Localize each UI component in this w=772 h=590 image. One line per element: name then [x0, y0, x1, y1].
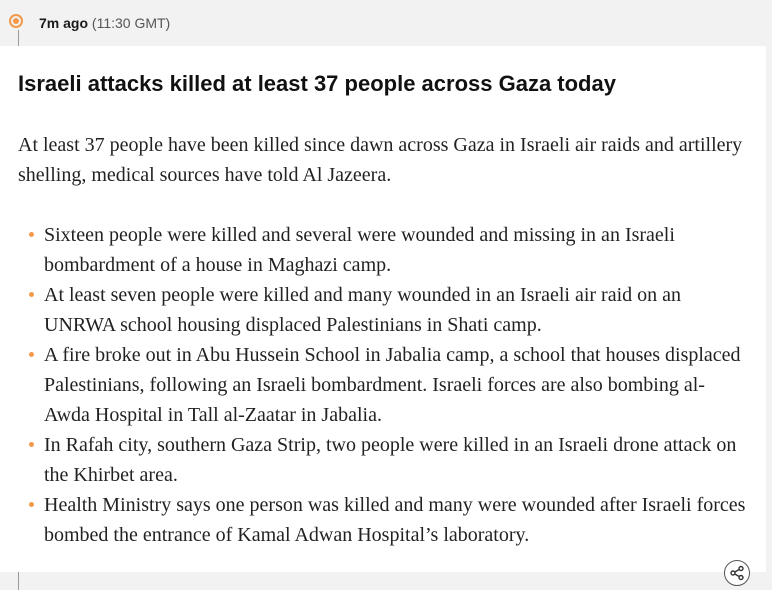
bullet-item	[44, 340, 748, 430]
update-timestamp	[39, 15, 170, 31]
relative-time: 7m ago	[39, 15, 89, 31]
bullet-text: At least seven people were killed and many wounded in an Israeli air raid on an UNRWA school housing displaced Palestinians in Shati camp.	[44, 284, 682, 336]
bullet-item	[44, 220, 748, 280]
bullet-item	[44, 490, 748, 550]
update-headline: Israeli attacks killed at least 37 people across Gaza today	[18, 71, 616, 96]
share-icon	[729, 565, 745, 581]
bullet-item	[44, 430, 748, 490]
share-button[interactable]	[724, 560, 750, 586]
absolute-time: (11:30 GMT)	[91, 15, 171, 31]
bullet-dot-icon	[29, 232, 34, 237]
bullet-text: A fire broke out in Abu Hussein School in Jabalia camp, a school that houses displaced Palestinians, following an Israeli bombardment. Israeli forces are also bombing al-Awda Hospital in Tall al-Zaatar in Jabalia.	[44, 344, 741, 426]
update-summary: At least 37 people have been killed since dawn across Gaza in Israeli air raids and artillery shelling, medical sources have told Al Jazeera.	[18, 134, 743, 186]
bullet-item	[44, 280, 748, 340]
bullet-dot-icon	[29, 352, 34, 357]
live-indicator-icon	[9, 14, 23, 28]
bullet-dot-icon	[29, 292, 34, 297]
live-indicator-dot	[13, 18, 19, 24]
update-bullet-list	[18, 220, 748, 550]
bullet-text: Health Ministry says one person was killed and many were wounded after Israeli forces bombed the entrance of Kamal Adwan Hospital’s laboratory.	[44, 494, 746, 546]
live-update-card	[0, 46, 766, 572]
bullet-dot-icon	[29, 442, 34, 447]
bullet-dot-icon	[29, 502, 34, 507]
bullet-text: In Rafah city, southern Gaza Strip, two people were killed in an Israeli drone attack on the Khirbet area.	[44, 434, 737, 486]
bullet-text: Sixteen people were killed and several were wounded and missing in an Israeli bombardment of a house in Maghazi camp.	[44, 224, 675, 276]
